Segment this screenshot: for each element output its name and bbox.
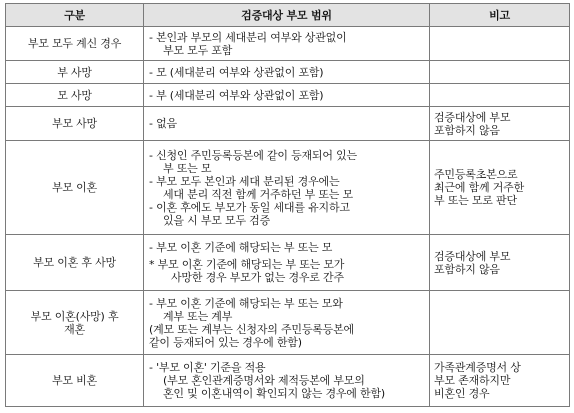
table-row xyxy=(6,141,570,235)
row-note xyxy=(430,27,570,61)
table-row xyxy=(6,291,570,355)
row-scope: - '부모 이혼' 기준을 적용 (부모 혼인관계증명서와 제적등본에 부모의 혼인 및 이혼내역이 확인되지 않는 경우에 한함) xyxy=(144,355,430,407)
header-category: 구분 xyxy=(6,4,144,27)
table-row xyxy=(6,61,570,84)
row-scope: - 부모 이혼 기준에 해당되는 부 또는 모 * 부모 이혼 기준에 해당되는 부 또는 모가 사망한 경우 부모가 없는 경우로 간주 xyxy=(144,235,430,291)
row-scope: - 본인과 부모의 세대분리 여부와 상관없이 부모 모두 포함 xyxy=(144,27,430,61)
row-scope: - 신청인 주민등록등본에 같이 등재되어 있는 부 또는 모 - 부모 모두 본인과 세대 분리된 경우에는 세대 분리 직전 함께 거주하던 부 또는 모 - 이혼 후에도 부모가 동일 세대를 유지하고 있을 시 부모 모두 검증 xyxy=(144,141,430,235)
header-note: 비고 xyxy=(430,4,570,27)
table-row xyxy=(6,27,570,61)
row-scope: - 없음 xyxy=(144,107,430,141)
row-note: 주민등록초본으로 최근에 함께 거주한 부 또는 모로 판단 xyxy=(430,141,570,235)
table-row xyxy=(6,84,570,107)
row-note: 가족관계증명서 상 부모 존재하지만 비혼인 경우 xyxy=(430,355,570,407)
row-category: 부모 이혼(사망) 후 재혼 xyxy=(6,291,144,355)
row-category: 부 사망 xyxy=(6,61,144,84)
table-row xyxy=(6,355,570,407)
row-category: 부모 비혼 xyxy=(6,355,144,407)
row-note xyxy=(430,291,570,355)
table-row xyxy=(6,235,570,291)
row-note: 검증대상에 부모 포함하지 않음 xyxy=(430,235,570,291)
row-scope: - 부 (세대분리 여부와 상관없이 포함) xyxy=(144,84,430,107)
row-note xyxy=(430,61,570,84)
row-scope: - 부모 이혼 기준에 해당되는 부 또는 모와 계부 또는 계부 (계모 또는 계부는 신청자의 주민등록등본에 같이 등재되어 있는 경우에 한함) xyxy=(144,291,430,355)
row-scope: - 모 (세대분리 여부와 상관없이 포함) xyxy=(144,61,430,84)
row-category: 모 사망 xyxy=(6,84,144,107)
row-category: 부모 사망 xyxy=(6,107,144,141)
header-scope: 검증대상 부모 범위 xyxy=(144,4,430,27)
row-category: 부모 이혼 후 사망 xyxy=(6,235,144,291)
row-note xyxy=(430,84,570,107)
table-row xyxy=(6,107,570,141)
row-note: 검증대상에 부모 포함하지 않음 xyxy=(430,107,570,141)
row-category: 부모 이혼 xyxy=(6,141,144,235)
row-category: 부모 모두 계신 경우 xyxy=(6,27,144,61)
parent-verification-table xyxy=(5,3,570,407)
table-header-row xyxy=(6,4,570,27)
